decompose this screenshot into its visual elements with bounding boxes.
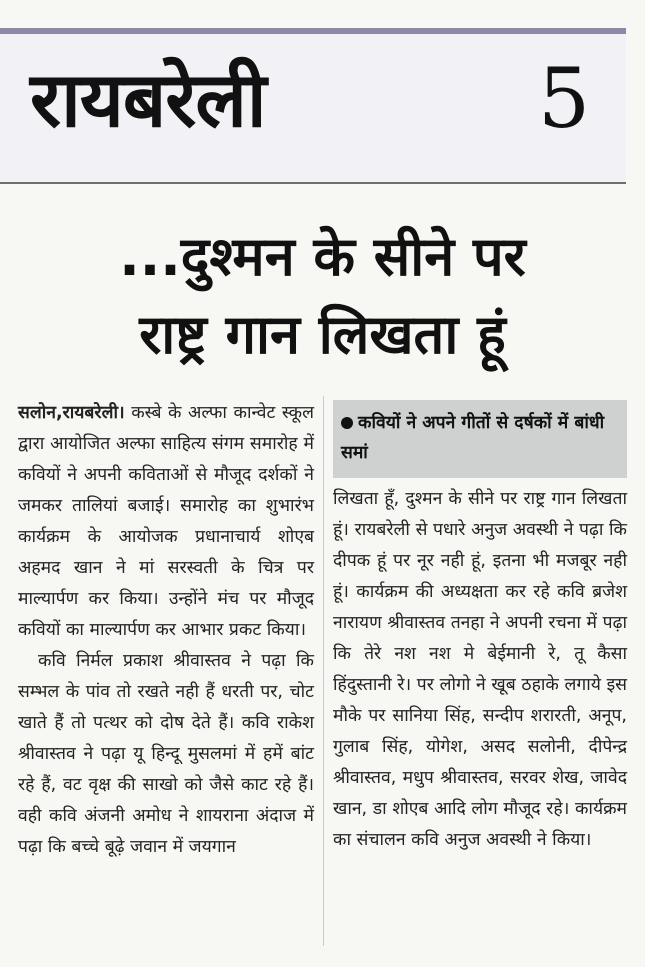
headline-line-2: राष्ट्र गान लिखता हूं bbox=[139, 303, 506, 366]
paragraph-3: लिखता हूँ, दुश्मन के सीने पर राष्ट्र गान लिखता हूं। रायबरेली से पधारे अनुज अवस्थी ने पढ़ा कि दीपक हूं पर नूर नही हूं, इतना भी मजबूर नही हूं। कार्यक्रम की अध्यक्षता कर रहे कवि ब्रजेश नारायण श्रीवास्तव तनहा ने अपनी रचना में पढ़ा कि तेरे नश नश मे बेईमानी रे, तू कैसा हिंदुस्तानी रे। पर लोगो ने खूब ठहाके लगाये इस मौके पर सानिया सिंह, सन्दीप शरारती, अनूप, गुलाब सिंह, योगेश, असद सलोनी, दीपेन्द्र श्रीवास्तव, मधुप श्रीवास्तव, सरवर शेख, जावेद खान, डा शोएब आदि लोग मौजूद रहे। कार्यक्रम का संचालन कवि अनुज अवस्थी ने किया। bbox=[333, 489, 627, 850]
highlight-text: कवियों ने अपने गीतों से दर्षकों में बांधी समां bbox=[341, 413, 605, 463]
headline bbox=[0, 218, 645, 374]
paragraph-1 bbox=[18, 398, 314, 646]
headline-line-1: ...दुश्मन के सीने पर bbox=[119, 225, 526, 288]
dateline: सलोन,रायबरेली। bbox=[18, 403, 125, 423]
article-column-left bbox=[18, 398, 314, 863]
bullet-icon bbox=[341, 417, 353, 429]
masthead-divider bbox=[0, 182, 626, 184]
highlight-box bbox=[333, 400, 627, 478]
paragraph-1-text: कस्बे के अल्फा कान्वेट स्कूल द्वारा आयोजित अल्फा साहित्य संगम समारोह में कवियों ने अपनी कविताओं से मौजूद दर्शकों ने जमकर तालियां बजाई। समारोह का शुभारंभ कार्यक्रम के आयोजक प्रधानाचार्य शोएब अहमद खान ने मां सरस्वती के चित्र पर माल्यार्पण कर किया। उन्होंने मंच पर मौजूद कवियों का माल्यार्पण कर आभार प्रकट किया। bbox=[18, 403, 314, 640]
paragraph-2: कवि निर्मल प्रकाश श्रीवास्तव ने पढ़ा कि सम्भल के पांव तो रखते नही हैं धरती पर, चोट खाते हैं तो पत्थर को दोष देते हैं। कवि राकेश श्रीवास्तव ने पढ़ा यू हिन्दू मुसलमां में हमें बांट रहे हैं, वट वृक्ष की साखो को जैसे काट रहे हैं। वही कवि अंजनी अमोध ने शायराना अंदाज में पढ़ा कि बच्चे बूढ़े जवान में जयगान bbox=[18, 651, 314, 857]
article-column-right bbox=[333, 484, 627, 856]
column-divider bbox=[323, 396, 324, 946]
section-name: रायबरेली bbox=[30, 55, 266, 144]
page-number: 5 bbox=[538, 52, 591, 147]
